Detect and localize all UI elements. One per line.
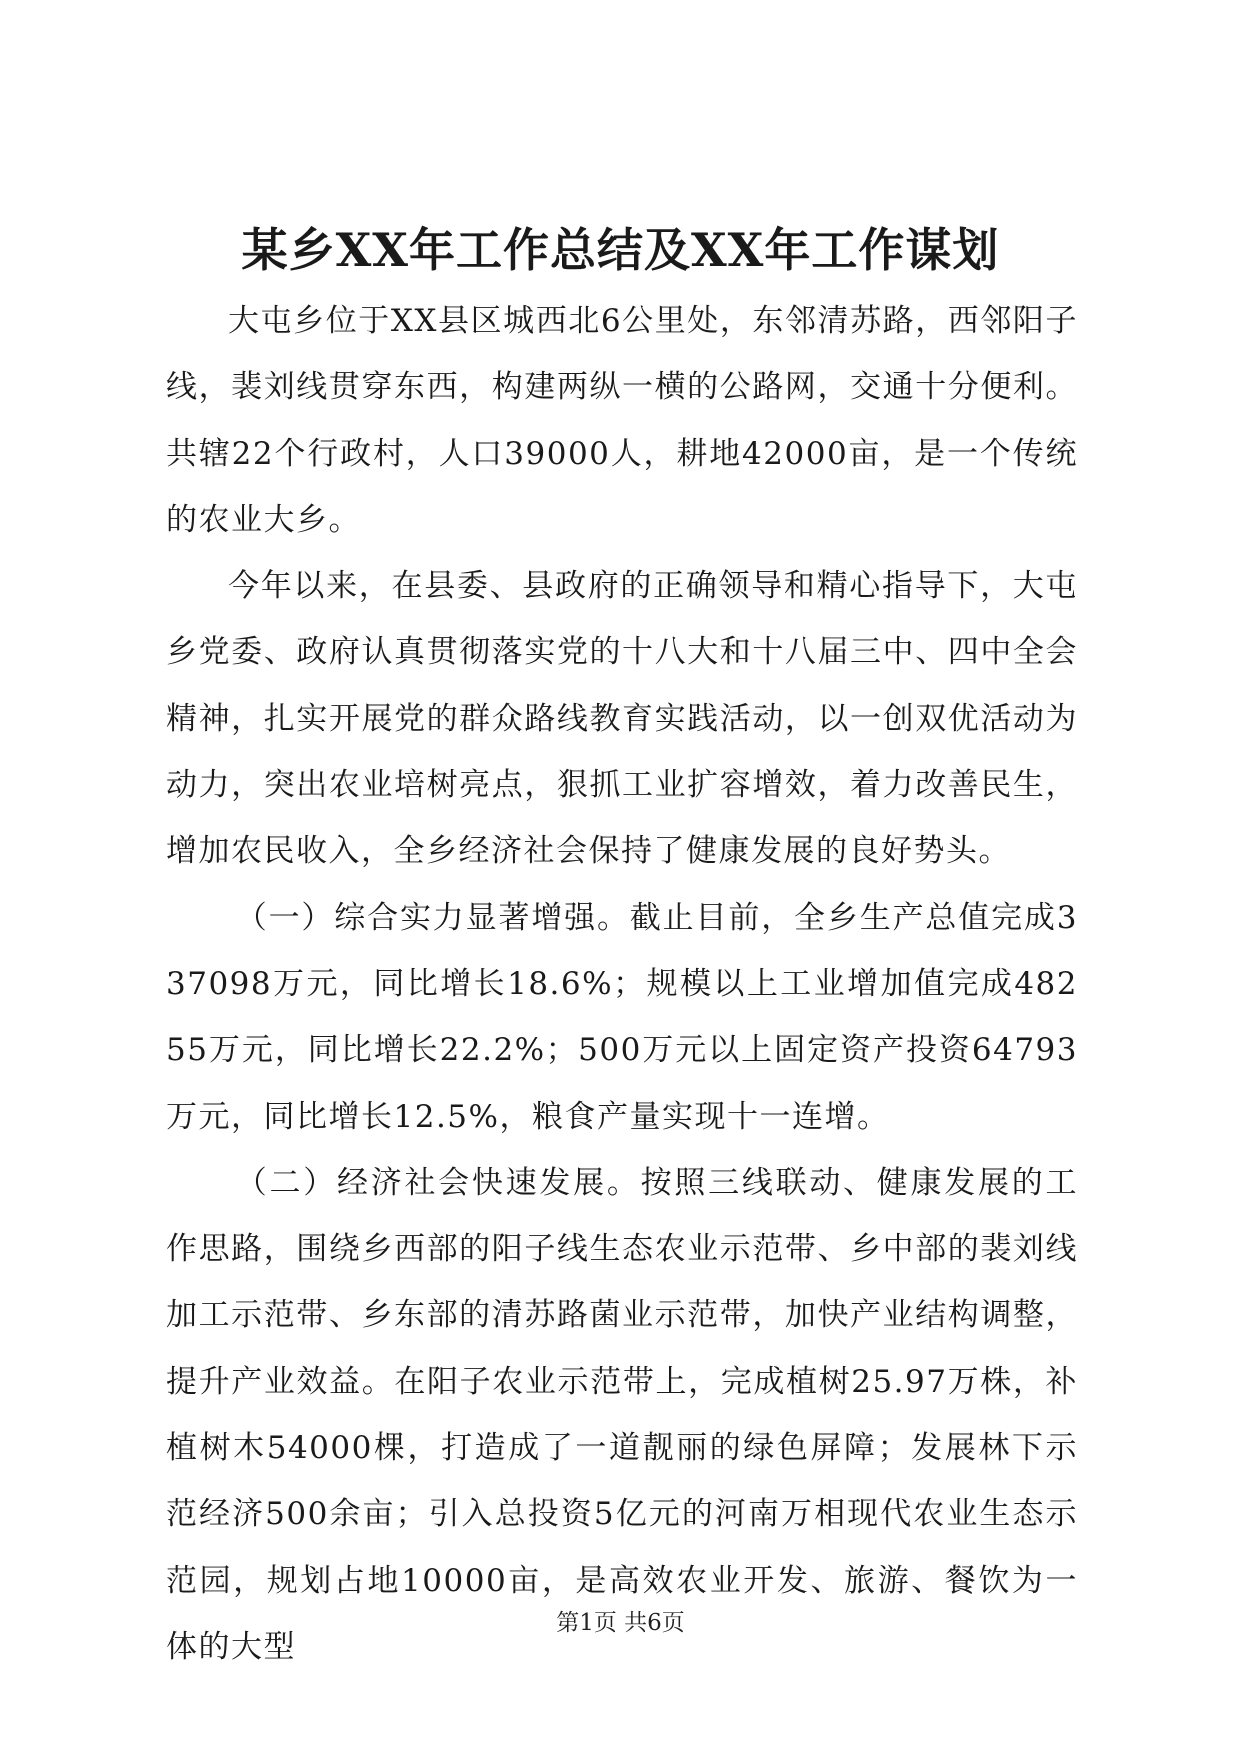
document-body (166, 288, 1078, 1680)
paragraph-intro: 大屯乡位于XX县区城西北6公里处，东邻清苏路，西邻阳子线，裴刘线贯穿东西，构建两纵一横的公路网，交通十分便利。共辖22个行政村，人口39000人，耕地42000亩，是一个传统的农业大乡。 (166, 303, 1078, 538)
paragraph-overview: 今年以来，在县委、县政府的正确领导和精心指导下，大屯乡党委、政府认真贯彻落实党的十八大和十八届三中、四中全会精神，扎实开展党的群众路线教育实践活动，以一创双优活动为动力，突出农业培树亮点，狠抓工业扩容增效，着力改善民生，增加农民收入，全乡经济社会保持了健康发展的良好势头。 (166, 568, 1078, 870)
document-title: 某乡XX年工作总结及XX年工作谋划 (241, 223, 1000, 277)
paragraph-section-one: （一）综合实力显著增强。截止目前，全乡生产总值完成337098万元，同比增长18.6%；规模以上工业增加值完成48255万元，同比增长22.2%；500万元以上固定资产投资64793万元，同比增长12.5%，粮食产量实现十一连增。 (166, 899, 1078, 1135)
page-number-footer: 第1页 共6页 (556, 1610, 685, 1636)
paragraph-section-two: （二）经济社会快速发展。按照三线联动、健康发展的工作思路，围绕乡西部的阳子线生态农业示范带、乡中部的裴刘线加工示范带、乡东部的清苏路菌业示范带，加快产业结构调整，提升产业效益。在阳子农业示范带上，完成植树25.97万株，补植树木54000棵，打造成了一道靓丽的绿色屏障；发展林下示范经济500余亩；引入总投资5亿元的河南万相现代农业生态示范园，规划占地10000亩，是高效农业开发、旅游、餐饮为一体的大型 (166, 1164, 1078, 1665)
